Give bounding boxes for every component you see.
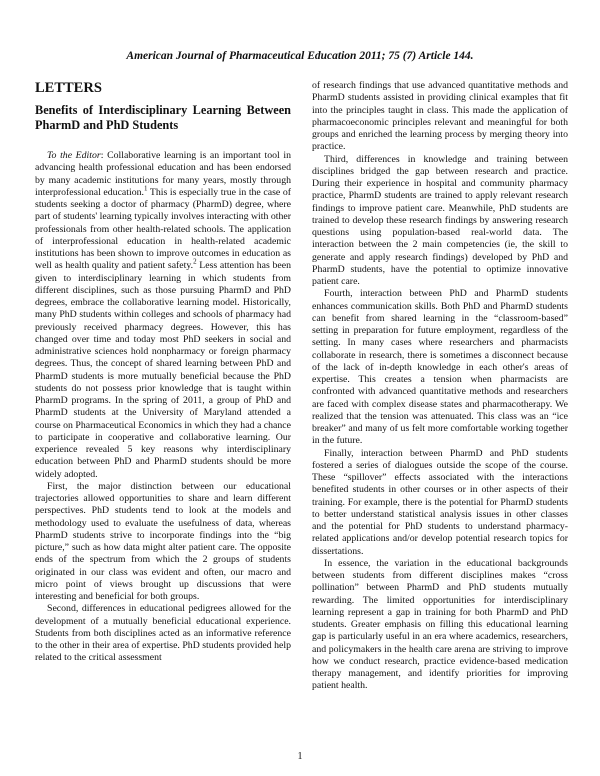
paragraph-intro-text-a: : Collaborative learning is an important tool in advancing health professional education and has been endorsed by many academic institutions for many years, mostly through interprofessional education. — [35, 150, 291, 198]
journal-header: American Journal of Pharmaceutical Education 2011; 75 (7) Article 144. — [126, 50, 474, 62]
paragraph-conclusion: In essence, the variation in the educational backgrounds between students from different disciplines makes “cross pollination” between PharmD and PhD students mutually rewarding. The limited opportunities for interdisciplinary learning represent a gap in training for both PharmD and PhD students. Greater emphasis on filling this educational learning gap is particularly useful in an era where academics, researchers, and policymakers in the health care arena are striving to improve how we conduct research, practice evidence-based medication therapy management, and identify priorities for improving patient health. — [312, 557, 568, 692]
article-title: Benefits of Interdisciplinary Learning Between PharmD and PhD Students — [35, 103, 291, 132]
left-column — [35, 80, 291, 665]
paragraph-fifth: Finally, interaction between PharmD and PhD students fostered a series of dialogues outside the scope of the course. These “spillover” effects associated with the interactions benefited students in other courses or in other aspects of their training. For example, there is the potential for PharmD students to better understand statistical analysis issues in other classes and the potential for PhD students to understand pharmacy-related applications and/or develop potential research topics for dissertations. — [312, 447, 568, 557]
paragraph-second: Second, differences in educational pedigrees allowed for the development of a mutually beneficial educational experience. Students from both disciplines acted as an informative reference to the other in their area of expertise. PhD students provided help related to the critical assessment — [35, 603, 291, 664]
reference-1: 1 — [143, 184, 148, 193]
paragraph-third: Third, differences in knowledge and training between disciplines bridged the gap between research and practice. During their experience in hospital and community pharmacy practice, PharmD students are trained to apply relevant research findings to improve patient care. Meanwhile, PhD students are trained to develop these research findings by answering research questions using population-based real-world data. The interaction between the 2 main competencies (ie, the skill to generate and apply research findings) developed by PhD and PharmD students, have the potential to optimize innovative patient care. — [312, 153, 568, 287]
right-column — [312, 80, 568, 693]
section-heading: LETTERS — [35, 80, 102, 96]
reference-2: 2 — [193, 257, 197, 266]
paragraph-second-continued: of research findings that use advanced quantitative methods and PharmD students assisted in providing clinical examples that fit into the principles taught in class. This made the application of pharmacoeconomic principles relevant and meaningful for both groups and enriched the learning process by merging theory into practice. — [312, 80, 568, 153]
page-number: 1 — [297, 751, 303, 762]
paragraph-intro — [35, 150, 291, 481]
paragraph-first: First, the major distinction between our educational trajectories allowed opportunities to share and learn different perspectives. PhD students tend to look at the models and methodology used to evaluate the usefulness of data, whereas PharmD students strive to incorporate findings into the “big picture,” such as how data might alter patient care. The opposite ends of the spectrum from which the 2 groups of students originated in our class was evident and often, our macro and micro point of views brought up discussions that were interesting and beneficial for both groups. — [35, 480, 291, 602]
paragraph-fourth: Fourth, interaction between PhD and PharmD students enhances communication skills. Both PhD and PharmD students can benefit from shared learning in the “classroom-based” setting in preparation for future employment, regardless of the setting. In many cases where researchers and pharmacists collaborate in research, there is sometimes a disconnect because of the lack of in-depth knowledge in each other's areas of expertise. This creates a tension when pharmacists are confronted with advanced quantitative methods and researchers are faced with complex disease states and pharmacotherapy. We realized that the tension was attenuated. This class was an “ice breaker” and many of us felt more comfortable working together in the future. — [312, 288, 568, 447]
salutation: To the Editor — [47, 150, 101, 161]
paragraph-intro-text-b: This is especially true in the case of students seeking a doctor of pharmacy (PharmD) degree, where part of students' learning typically involves interacting with other professionals from other health-related schools. The application of interprofessional education in health-related academic institutions has been shown to improve outcomes in education as well as health quality and patient safety. — [35, 186, 291, 272]
paragraph-intro-text-c: Less attention has been given to interdisciplinary learning in which students from different disciplines, such as those pursuing PharmD and PhD degrees, embrace the collaborative learning model. Historically, many PhD students within colleges and schools of pharmacy had previously received pharmacy degrees. However, this has changed over time and today most PhD seekers in social and administrative sciences hold nonpharmacy or foreign pharmacy degrees. Thus, the concept of shared learning between PhD and PharmD students is more mutually beneficial because the PhD students do not possess prior knowledge that is taught within PharmD programs. In the spring of 2011, a group of PhD and PharmD students at the University of Maryland attended a course on Pharmaceutical Economics in which they had a chance to participate in cooperative and collaborative learning. Our experience revealed 5 key reasons why interdisciplinary education between PhD and PharmD students should be more widely adopted. — [35, 260, 291, 480]
